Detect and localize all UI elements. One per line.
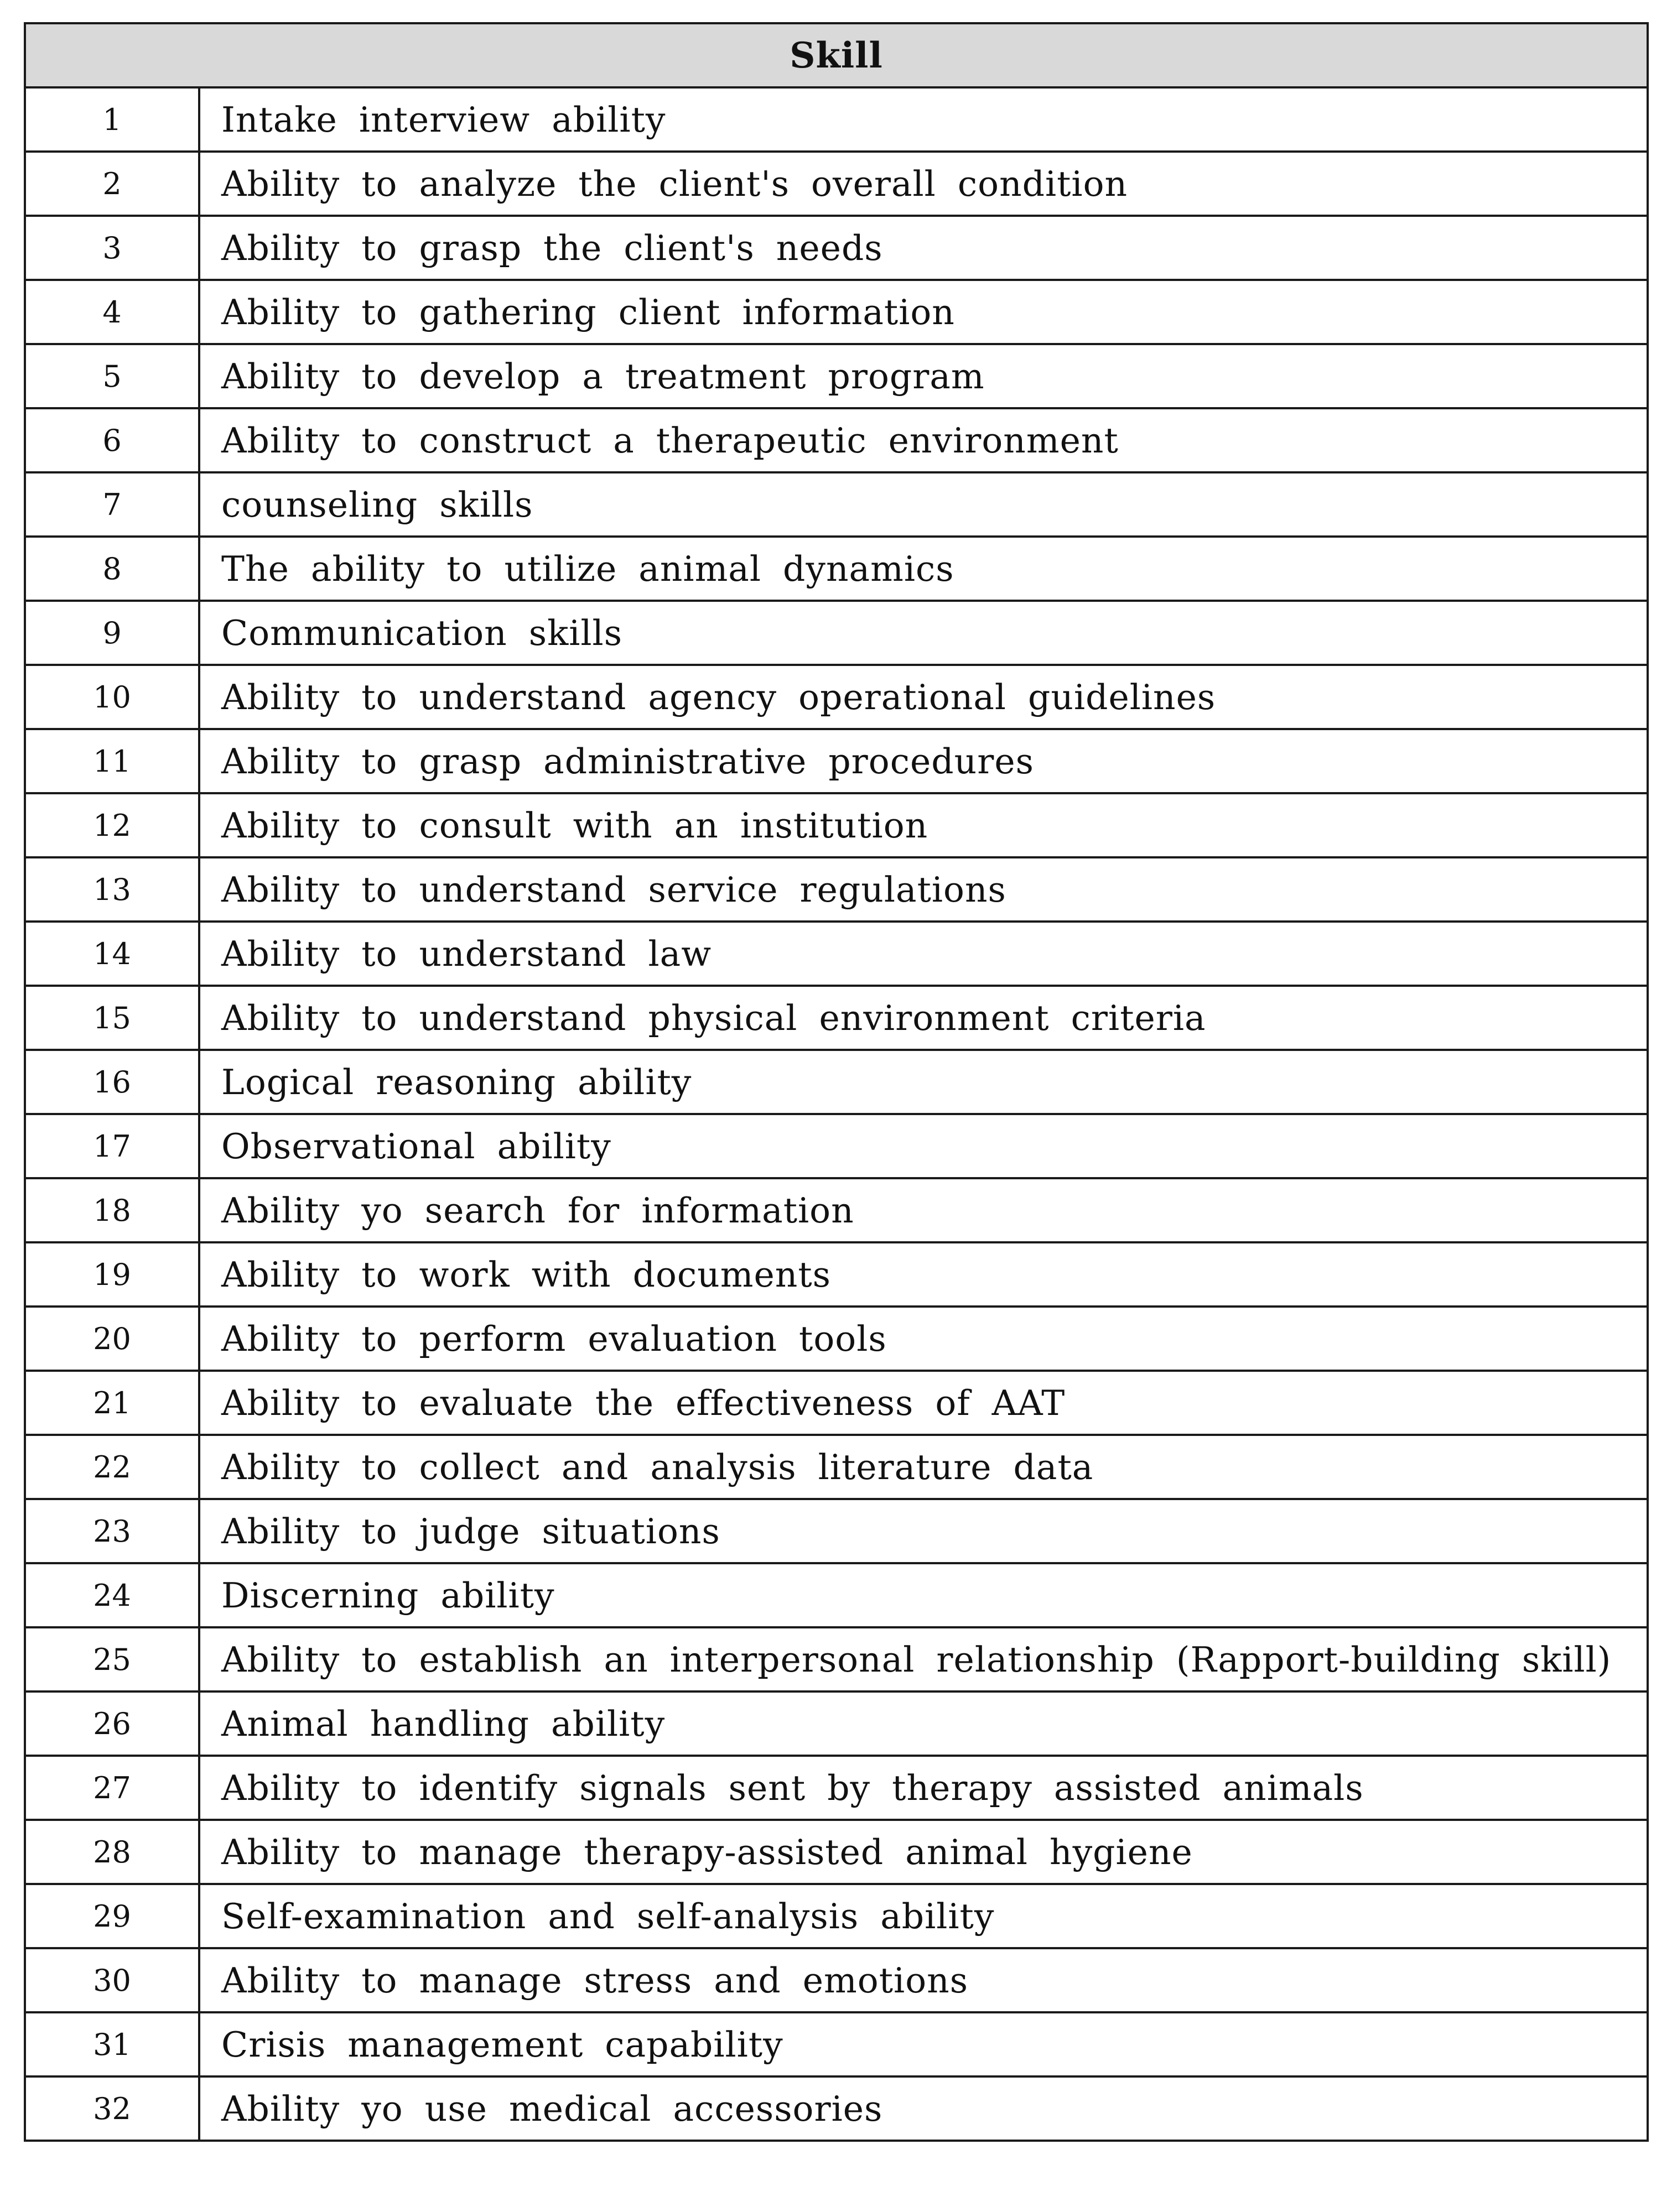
row-number: 20 (25, 1307, 199, 1371)
table-row (25, 1114, 1648, 1178)
skill-description: counseling skills (199, 472, 1648, 537)
skill-description: Self-examination and self-analysis ability (199, 1884, 1648, 1948)
skill-description: Ability to collect and analysis literature data (199, 1435, 1648, 1499)
table-row (25, 1307, 1648, 1371)
skill-description: Ability to gathering client information (199, 280, 1648, 344)
skill-description: Observational ability (199, 1114, 1648, 1178)
skill-description: Intake interview ability (199, 87, 1648, 152)
row-number: 3 (25, 216, 199, 280)
table-row (25, 408, 1648, 472)
table-row (25, 1820, 1648, 1884)
skill-description: Ability to understand physical environment criteria (199, 986, 1648, 1050)
skill-description: Discerning ability (199, 1563, 1648, 1627)
row-number: 31 (25, 2012, 199, 2076)
row-number: 23 (25, 1499, 199, 1563)
skill-description: Ability to establish an interpersonal relationship (Rapport-building skill) (199, 1627, 1648, 1691)
table-row (25, 1435, 1648, 1499)
table-row (25, 922, 1648, 986)
skill-description: Ability to analyze the client's overall condition (199, 152, 1648, 216)
table-row (25, 216, 1648, 280)
table-row (25, 601, 1648, 665)
row-number: 16 (25, 1050, 199, 1114)
skill-description: Ability to develop a treatment program (199, 344, 1648, 408)
row-number: 1 (25, 87, 199, 152)
row-number: 15 (25, 986, 199, 1050)
row-number: 27 (25, 1756, 199, 1820)
row-number: 28 (25, 1820, 199, 1884)
table-row (25, 857, 1648, 922)
row-number: 14 (25, 922, 199, 986)
row-number: 29 (25, 1884, 199, 1948)
skill-description: Ability to grasp the client's needs (199, 216, 1648, 280)
table-row (25, 793, 1648, 857)
row-number: 21 (25, 1371, 199, 1435)
row-number: 2 (25, 152, 199, 216)
table-row (25, 1948, 1648, 2012)
table-row (25, 1627, 1648, 1691)
skill-description: Ability to manage stress and emotions (199, 1948, 1648, 2012)
table-row (25, 1756, 1648, 1820)
skill-description: Ability to identify signals sent by therapy assisted animals (199, 1756, 1648, 1820)
row-number: 24 (25, 1563, 199, 1627)
skill-description: The ability to utilize animal dynamics (199, 537, 1648, 601)
row-number: 32 (25, 2076, 199, 2141)
row-number: 25 (25, 1627, 199, 1691)
skill-description: Ability to manage therapy-assisted animal hygiene (199, 1820, 1648, 1884)
skill-description: Ability to consult with an institution (199, 793, 1648, 857)
table-row (25, 1884, 1648, 1948)
row-number: 26 (25, 1691, 199, 1756)
row-number: 11 (25, 729, 199, 793)
skill-description: Ability to evaluate the effectiveness of AAT (199, 1371, 1648, 1435)
row-number: 9 (25, 601, 199, 665)
skill-description: Communication skills (199, 601, 1648, 665)
skill-description: Ability to understand agency operational guidelines (199, 665, 1648, 729)
row-number: 8 (25, 537, 199, 601)
skill-description: Ability to understand law (199, 922, 1648, 986)
table-row (25, 1499, 1648, 1563)
table-row (25, 2012, 1648, 2076)
skill-description: Crisis management capability (199, 2012, 1648, 2076)
table-row (25, 1178, 1648, 1242)
table-row (25, 87, 1648, 152)
skill-description: Ability to grasp administrative procedures (199, 729, 1648, 793)
row-number: 4 (25, 280, 199, 344)
table-row (25, 280, 1648, 344)
table-row (25, 1242, 1648, 1307)
skill-column-header: Skill (25, 23, 1648, 87)
skill-table-container (24, 22, 1649, 2142)
row-number: 10 (25, 665, 199, 729)
table-row (25, 472, 1648, 537)
row-number: 7 (25, 472, 199, 537)
row-number: 18 (25, 1178, 199, 1242)
row-number: 17 (25, 1114, 199, 1178)
row-number: 22 (25, 1435, 199, 1499)
skill-description: Logical reasoning ability (199, 1050, 1648, 1114)
table-row (25, 1691, 1648, 1756)
table-body (25, 87, 1648, 2141)
row-number: 5 (25, 344, 199, 408)
row-number: 12 (25, 793, 199, 857)
table-row (25, 344, 1648, 408)
table-row (25, 1050, 1648, 1114)
skill-description: Ability to judge situations (199, 1499, 1648, 1563)
skill-table (24, 22, 1649, 2142)
table-row (25, 665, 1648, 729)
skill-description: Ability yo search for information (199, 1178, 1648, 1242)
row-number: 13 (25, 857, 199, 922)
skill-description: Ability to construct a therapeutic environment (199, 408, 1648, 472)
skill-description: Ability to work with documents (199, 1242, 1648, 1307)
table-row (25, 729, 1648, 793)
skill-description: Ability yo use medical accessories (199, 2076, 1648, 2141)
table-row (25, 1563, 1648, 1627)
skill-description: Ability to perform evaluation tools (199, 1307, 1648, 1371)
table-row (25, 2076, 1648, 2141)
table-header (25, 23, 1648, 87)
table-row (25, 537, 1648, 601)
row-number: 6 (25, 408, 199, 472)
header-row (25, 23, 1648, 87)
table-row (25, 152, 1648, 216)
skill-description: Ability to understand service regulations (199, 857, 1648, 922)
skill-description: Animal handling ability (199, 1691, 1648, 1756)
row-number: 19 (25, 1242, 199, 1307)
table-row (25, 1371, 1648, 1435)
row-number: 30 (25, 1948, 199, 2012)
table-row (25, 986, 1648, 1050)
